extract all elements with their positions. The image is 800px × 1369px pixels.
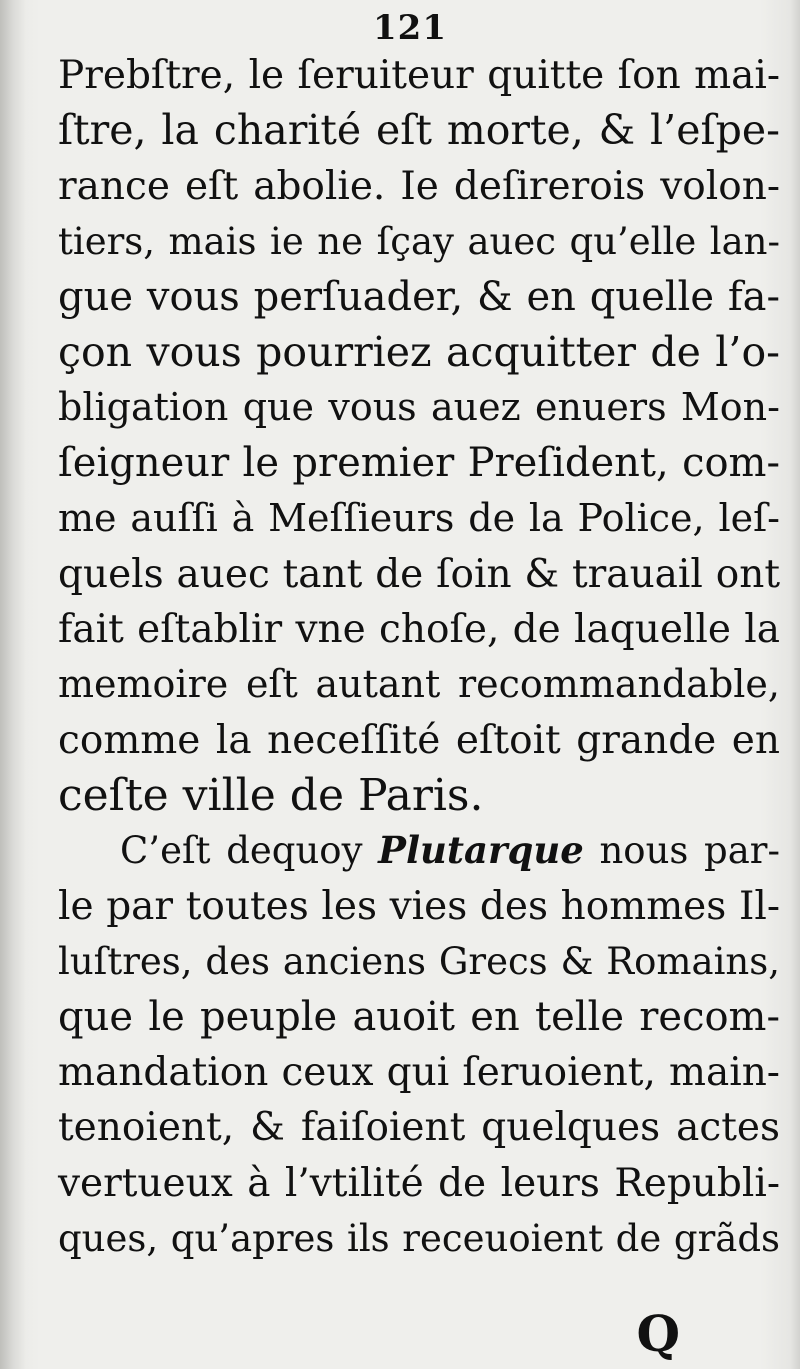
text-line: tenoient, & faiſoient quelques actes bbox=[58, 1105, 780, 1151]
body-text bbox=[58, 48, 780, 1267]
page-number: 121 bbox=[373, 8, 447, 48]
text-line: vertueux à l’vtilité de leurs Republi- bbox=[58, 1160, 780, 1206]
page-gutter-shadow bbox=[0, 0, 26, 1369]
author-name-italic: Plutarque bbox=[378, 828, 584, 873]
text-line: ſeigneur le premier Preſident, com- bbox=[58, 439, 780, 486]
text-line: rance eſt abolie. Ie deſirerois volon- bbox=[58, 163, 780, 209]
text-line: memoire eſt autant recommandable, bbox=[58, 662, 780, 707]
text-line: ſtre, la charité eſt morte, & l’eſpe- bbox=[58, 106, 780, 155]
text-line: Prebſtre, le ſeruiteur quitte ſon mai- bbox=[58, 53, 780, 98]
text-line: mandation ceux qui ſeruoient, main- bbox=[58, 1050, 780, 1096]
text-line: tiers, mais ie ne ſçay auec qu’elle lan- bbox=[58, 220, 780, 264]
catchword: Q bbox=[636, 1304, 680, 1363]
text-line: quels auec tant de ſoin & trauail ont bbox=[58, 551, 780, 597]
text-segment: nous par- bbox=[583, 829, 780, 873]
text-line: comme la neceſſité eſtoit grande en bbox=[58, 717, 780, 763]
text-line: fait eſtablir vne choſe, de laquelle la bbox=[58, 606, 780, 652]
text-line: luſtres, des anciens Grecs & Romains, bbox=[58, 940, 780, 984]
text-line: ques, qu’apres ils receuoient de grãds bbox=[58, 1217, 780, 1261]
text-line: que le peuple auoit en telle recom- bbox=[58, 993, 780, 1040]
paragraph-first-line bbox=[58, 823, 780, 878]
text-line: çon vous pourriez acquitter de l’o- bbox=[58, 327, 780, 376]
text-line: gue vous perſuader, & en quelle fa- bbox=[58, 273, 780, 320]
text-line: le par toutes les vies des hommes Il- bbox=[58, 883, 780, 929]
text-line: me auſſi à Meſſieurs de la Police, leſ- bbox=[58, 496, 780, 541]
text-line: ceſte ville de Paris. bbox=[58, 770, 484, 822]
text-line: bligation que vous auez enuers Mon- bbox=[58, 385, 780, 430]
text-segment: C’eſt dequoy bbox=[120, 829, 379, 873]
